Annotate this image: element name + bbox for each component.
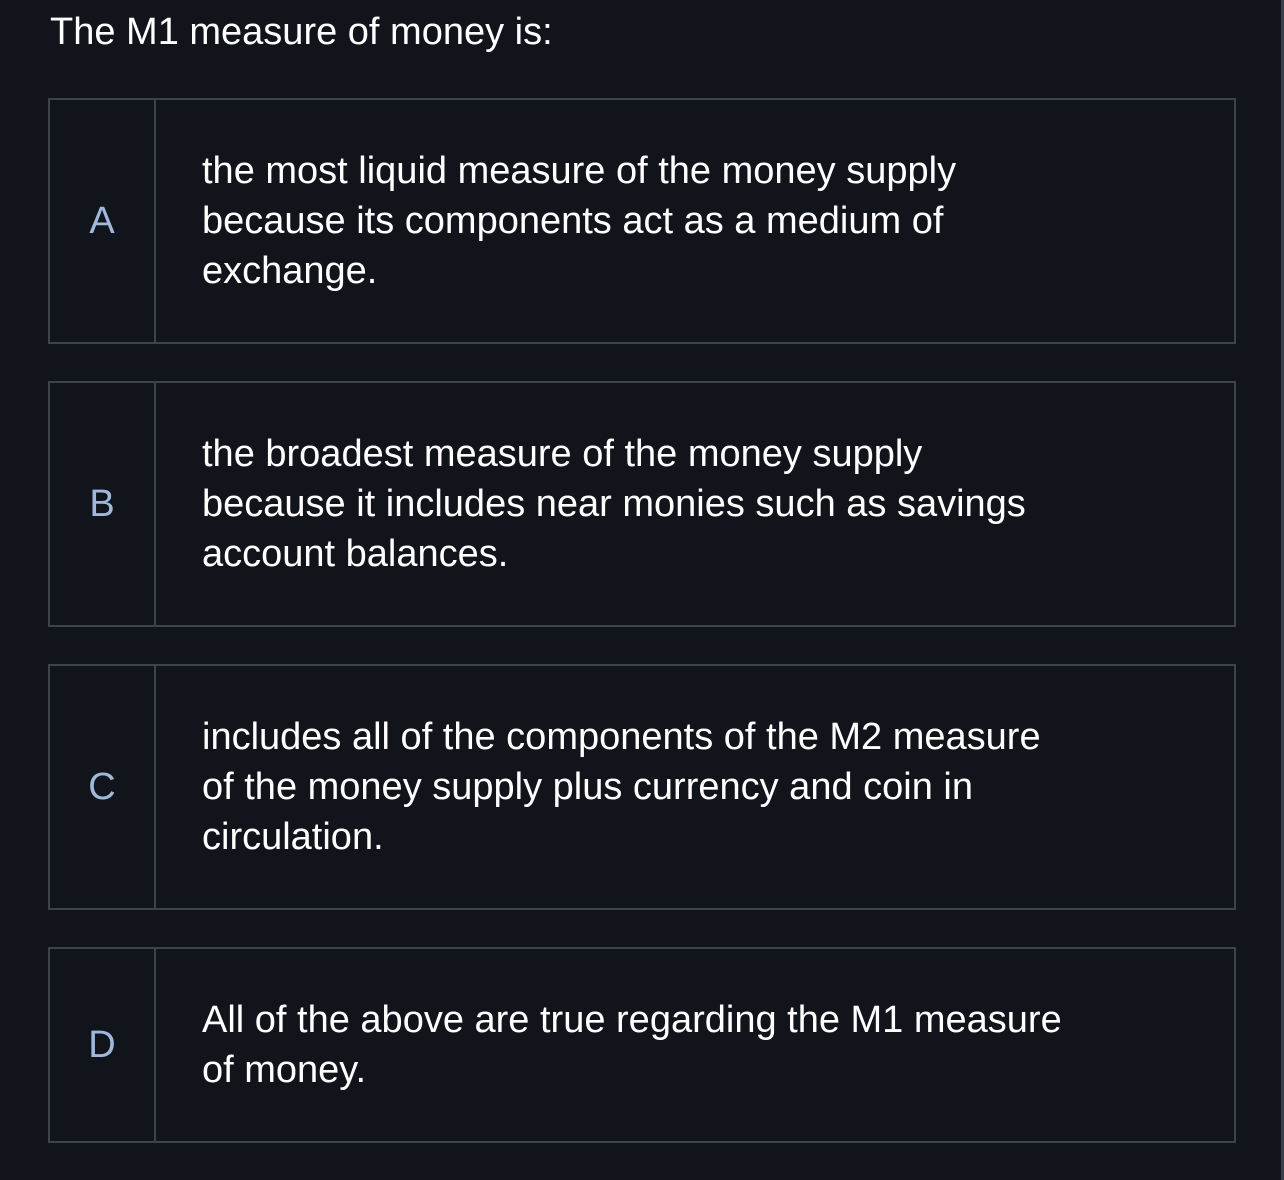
option-letter: B — [50, 383, 156, 625]
option-text-cell — [156, 100, 1234, 342]
option-text-cell — [156, 949, 1234, 1141]
option-line: circulation. — [202, 816, 384, 858]
option-line: the broadest measure of the money supply — [202, 433, 923, 475]
option-line: includes all of the components of the M2 measure — [202, 716, 1041, 758]
option-line: because its components act as a medium of — [202, 200, 944, 242]
option-line: of the money supply plus currency and coin in — [202, 766, 973, 808]
option-text — [202, 712, 1041, 862]
option-text — [202, 995, 1062, 1095]
option-text — [202, 429, 1026, 579]
option-letter: A — [50, 100, 156, 342]
option-line: All of the above are true regarding the M1 measure — [202, 999, 1062, 1041]
option-line: because it includes near monies such as savings — [202, 483, 1026, 525]
answer-option-d[interactable] — [48, 947, 1236, 1143]
option-line: exchange. — [202, 250, 378, 292]
option-letter: C — [50, 666, 156, 908]
answer-option-a[interactable] — [48, 98, 1236, 344]
option-line: of money. — [202, 1049, 367, 1091]
answer-option-b[interactable] — [48, 381, 1236, 627]
option-line: account balances. — [202, 533, 509, 575]
option-text-cell — [156, 383, 1234, 625]
option-letter: D — [50, 949, 156, 1141]
answer-option-c[interactable] — [48, 664, 1236, 910]
question-text: The M1 measure of money is: — [50, 11, 553, 53]
option-line: the most liquid measure of the money supply — [202, 150, 957, 192]
option-text — [202, 146, 956, 296]
option-text-cell — [156, 666, 1234, 908]
